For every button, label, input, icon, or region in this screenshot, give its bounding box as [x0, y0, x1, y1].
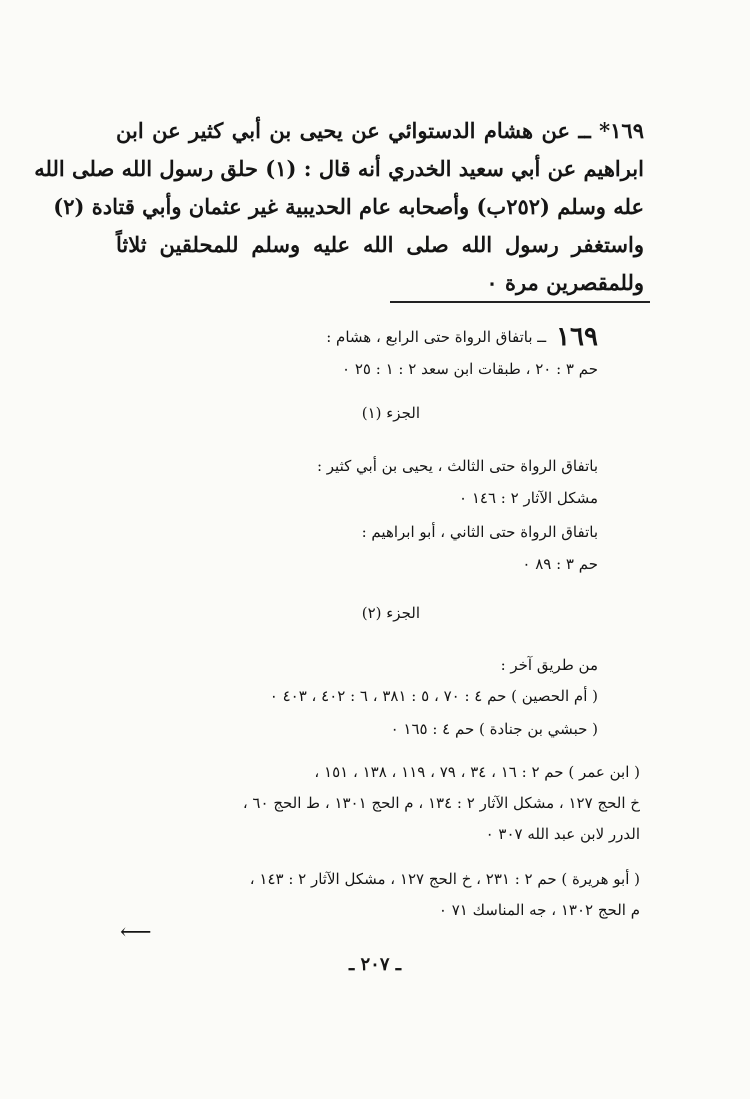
hadith-line-1: ١٦٩* ــ عن هشام الدستوائي عن يحيى بن أبي كثير عن ابن [116, 118, 644, 143]
note-line: حم ٣ : ٨٩ ٠ [522, 555, 598, 573]
note-line: الدرر لابن عبد الله ٣٠٧ ٠ [485, 825, 640, 843]
hadith-line-3: عله وسلم (٢٥٢ب) وأصحابه عام الحديبية غير عثمان وأبي قتادة (٢) [53, 194, 644, 219]
note-line: ( أبو هريرة ) حم ٢ : ٢٣١ ، خ الحج ١٢٧ ، مشكل الآثار ٢ : ١٤٣ ، [249, 870, 640, 888]
note-line: مشكل الآثار ٢ : ١٤٦ ٠ [459, 489, 598, 507]
note-line: باتفاق الرواة حتى الثالث ، يحيى بن أبي كثير : [316, 457, 598, 475]
hadith-text [34, 112, 644, 302]
note-line: ( حبشي بن جنادة ) حم ٤ : ١٦٥ ٠ [390, 720, 598, 738]
footnote-divider [390, 301, 650, 303]
arrow-left-icon: ⟵ [120, 920, 152, 945]
note-heading-text: ــ باتفاق الرواة حتى الرابع ، هشام : [326, 328, 547, 346]
note-line: م الحج ١٣٠٢ ، جه المناسك ٧١ ٠ [438, 901, 640, 919]
note-line: حم ٣ : ٢٠ ، طبقات ابن سعد ٢ : ١ : ٢٥ ٠ [342, 360, 598, 378]
note-line: خ الحج ١٢٧ ، مشكل الآثار ٢ : ١٣٤ ، م الحج ١٣٠١ ، ط الحج ٦٠ ، [242, 794, 640, 812]
page-number: ـ ٢٠٧ ـ [348, 954, 402, 975]
part-2-label: الجزء (٢) [361, 604, 420, 622]
part-1-label: الجزء (١) [361, 404, 420, 422]
hadith-line-5: وللمقصرين مرة ٠ [486, 270, 644, 295]
note-line: من طريق آخر : [500, 656, 598, 674]
note-heading [326, 322, 598, 352]
note-line: باتفاق الرواة حتى الثاني ، أبو ابراهيم : [361, 523, 598, 541]
note-line: ( ابن عمر ) حم ٢ : ١٦ ، ٣٤ ، ٧٩ ، ١١٩ ، ١٣٨ ، ١٥١ ، [314, 763, 640, 781]
hadith-line-2: ابراهيم عن أبي سعيد الخدري أنه قال : (١) حلق رسول الله صلى الله [34, 156, 644, 181]
note-line: ( أم الحصين ) حم ٤ : ٧٠ ، ٥ : ٣٨١ ، ٦ : ٤٠٢ ، ٤٠٣ ٠ [269, 687, 598, 705]
hadith-line-4: واستغفر رسول الله صلى الله عليه وسلم للمحلقين ثلاثاً [116, 232, 644, 257]
note-number: ١٦٩ [556, 322, 598, 352]
